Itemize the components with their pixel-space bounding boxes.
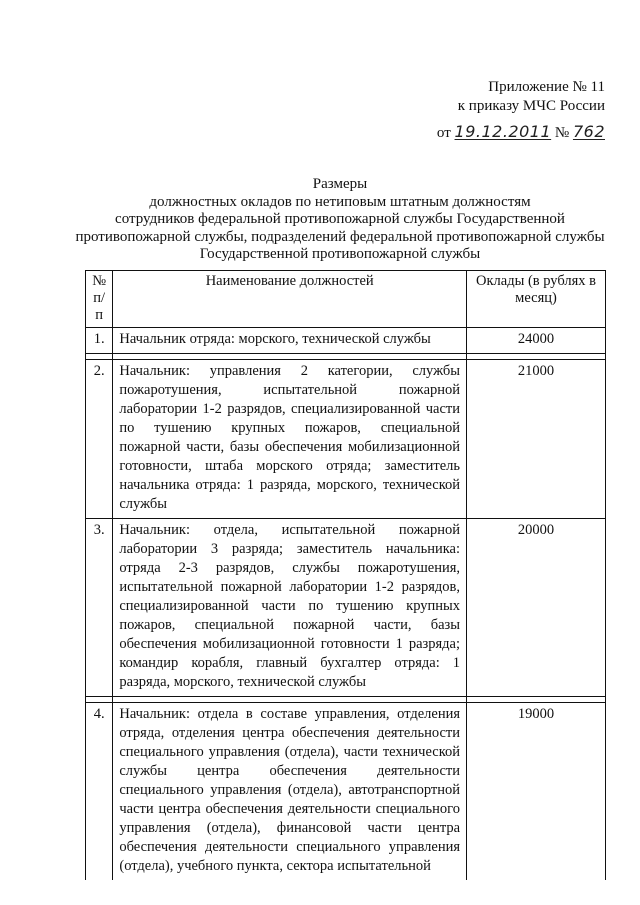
row-position: Начальник отряда: морского, технической службы: [113, 328, 467, 354]
title-line-1: Размеры: [312, 176, 368, 192]
title-line-3: сотрудников федеральной противопожарной службы Государственной: [115, 211, 565, 227]
title-line-4: противопожарной службы, подразделений федеральной противопожарной службы: [75, 228, 605, 245]
row-num: 4.: [86, 703, 113, 881]
header-name: Наименование должностей: [113, 271, 467, 328]
row-position: Начальник: отдела в составе управления, отделения отряда, отделения центра обеспечения деятельности специального управления (отдела), части технической службы центра обеспечения деятельности специального управления (отдела), автотранспортной части центра обеспечения деятельности специального управления (отдела), финансовой части центра обеспечения деятельности специального управления (отдела), учебного пункта, сектора испытательной: [113, 703, 467, 881]
appendix-header: [380, 78, 605, 143]
row-salary: 19000: [467, 703, 606, 881]
appendix-order-ref: к приказу МЧС России: [457, 98, 605, 114]
header-salary: Оклады (в рублях в месяц): [467, 271, 606, 328]
row-salary: 20000: [467, 519, 606, 697]
table-row: [86, 519, 606, 697]
order-number: 762: [572, 122, 605, 141]
appendix-number: Приложение № 11: [488, 79, 605, 95]
table-header-row: [86, 271, 606, 328]
number-label: №: [554, 125, 570, 141]
row-num: 3.: [86, 519, 113, 697]
header-num: № п/п: [86, 271, 113, 328]
row-num: 1.: [86, 328, 113, 354]
table-row: [86, 703, 606, 881]
row-position: Начальник: отдела, испытательной пожарной лаборатории 3 разряда; заместитель начальника: отряда 2-3 разрядов, службы пожаротушения, испытательной пожарной лаборатории 1-2 разрядов, специализированной части по тушению крупных пожаров, специальной пожарной части, базы обеспечения мобилизационной готовности 1 разряда; командир корабля, главный бухгалтер отряда: 1 разряда, морского, технической службы: [113, 519, 467, 697]
order-date: 19.12.2011: [454, 122, 552, 141]
appendix-date-line: [380, 122, 605, 143]
row-salary: 24000: [467, 328, 606, 354]
title-line-2: должностных окладов по нетиповым штатным должностям: [149, 193, 531, 210]
table-row: [86, 328, 606, 354]
row-salary: 21000: [467, 360, 606, 519]
title-line-5: Государственной противопожарной службы: [199, 246, 481, 262]
table-row: [86, 360, 606, 519]
row-num: 2.: [86, 360, 113, 519]
salary-table: [85, 270, 606, 880]
row-position: Начальник: управления 2 категории, службы пожаротушения, испытательной пожарной лаборатории 1-2 разрядов, специализированной части по тушению крупных пожаров, специальной пожарной части, базы обеспечения мобилизационной готовности, штаба морского отряда; заместитель начальника отряда: 1 разряда, морского, технической службы: [113, 360, 467, 519]
document-title: [40, 176, 640, 264]
date-prefix: от: [436, 125, 451, 141]
